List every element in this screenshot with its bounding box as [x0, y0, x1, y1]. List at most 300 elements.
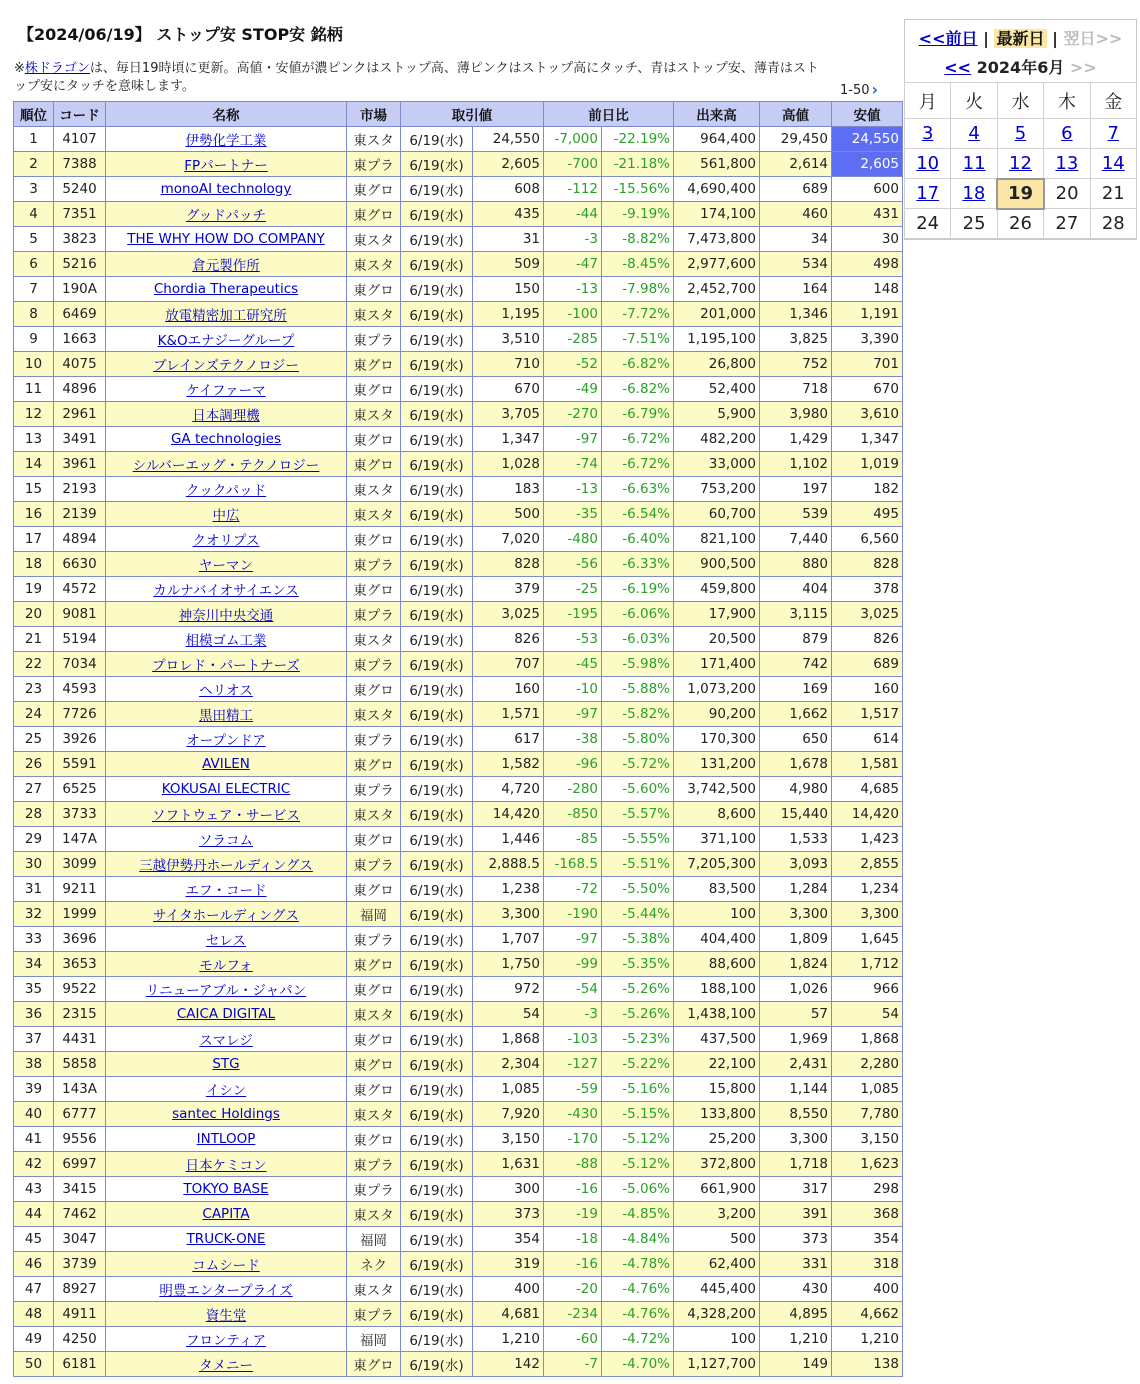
cell-price: 4,720: [473, 777, 544, 802]
stock-name-link[interactable]: 伊勢化学工業: [185, 133, 267, 149]
cell-date: 6/19(水): [401, 1177, 473, 1202]
cell-name: [106, 952, 347, 977]
cell-rank: 32: [14, 902, 54, 927]
cell-name: [106, 1152, 347, 1177]
cell-date: 6/19(水): [401, 427, 473, 452]
stock-name-link[interactable]: 放電精密加工研究所: [165, 308, 287, 324]
cell-code: 4075: [54, 352, 106, 377]
cell-rank: 43: [14, 1177, 54, 1202]
cell-market: 東グロ: [347, 352, 401, 377]
cell-name: [106, 752, 347, 777]
page-title: 【2024/06/19】 ストップ安 STOP安 銘柄: [18, 25, 343, 44]
cell-low: 318: [832, 1252, 903, 1277]
table-row: [14, 1277, 903, 1302]
cell-date: 6/19(水): [401, 602, 473, 627]
cell-date: 6/19(水): [401, 1052, 473, 1077]
prev-day-link[interactable]: <<前日: [918, 29, 978, 48]
stock-name-link[interactable]: タメニー: [199, 1358, 253, 1374]
cell-code: 9081: [54, 602, 106, 627]
stock-name-link[interactable]: サイタホールディングス: [153, 908, 299, 924]
cell-low: 1,191: [832, 302, 903, 327]
cell-high: 149: [760, 1352, 832, 1377]
cell-high: 1,429: [760, 427, 832, 452]
table-row: [14, 1027, 903, 1052]
cell-rank: 8: [14, 302, 54, 327]
cell-name: [106, 902, 347, 927]
cell-low: 689: [832, 652, 903, 677]
stock-name-link[interactable]: 中広: [212, 508, 240, 524]
cell-change-pct: -6.82%: [602, 377, 674, 402]
stock-name-link[interactable]: 日本調理機: [192, 408, 260, 424]
cell-price: 2,304: [473, 1052, 544, 1077]
cell-high: 57: [760, 1002, 832, 1027]
cell-change-pct: -5.06%: [602, 1177, 674, 1202]
stock-name-link[interactable]: Chordia Therapeutics: [153, 281, 299, 297]
stock-name-link[interactable]: オープンドア: [186, 733, 266, 749]
cell-rank: 38: [14, 1052, 54, 1077]
stock-name-link[interactable]: イシン: [205, 1083, 247, 1099]
stock-name-link[interactable]: santec Holdings: [172, 1106, 280, 1122]
cell-change-pct: -5.22%: [602, 1052, 674, 1077]
calendar-day-link[interactable]: 5: [1014, 123, 1027, 144]
cell-market: 福岡: [347, 902, 401, 927]
prev-month-link[interactable]: <<: [944, 58, 972, 77]
cell-high: 3,300: [760, 902, 832, 927]
stock-name-link[interactable]: 黒田精工: [199, 708, 253, 724]
table-row: [14, 877, 903, 902]
table-row: [14, 1252, 903, 1277]
cell-name: [106, 877, 347, 902]
table-row: [14, 1327, 903, 1352]
table-row: [14, 1177, 903, 1202]
cell-change-pct: -6.79%: [602, 402, 674, 427]
kabu-dragon-link[interactable]: 株ドラゴン: [24, 61, 90, 76]
stock-name-link[interactable]: カルナバイオサイエンス: [153, 583, 299, 599]
stock-name-link[interactable]: FPパートナー: [184, 158, 268, 174]
cell-volume: 26,800: [674, 352, 760, 377]
cell-name: [106, 152, 347, 177]
table-row: [14, 352, 903, 377]
cell-volume: 900,500: [674, 552, 760, 577]
cell-change: -99: [544, 952, 602, 977]
cell-name: [106, 702, 347, 727]
cell-code: 4107: [54, 127, 106, 152]
cell-code: 2139: [54, 502, 106, 527]
table-header-row: [14, 102, 903, 127]
table-row: [14, 1152, 903, 1177]
cell-low: 670: [832, 377, 903, 402]
cell-change: -47: [544, 252, 602, 277]
cell-name: [106, 1227, 347, 1252]
cell-market: 東スタ: [347, 477, 401, 502]
cell-rank: 6: [14, 252, 54, 277]
cell-market: 東スタ: [347, 802, 401, 827]
cell-name: [106, 377, 347, 402]
cell-change-pct: -5.15%: [602, 1102, 674, 1127]
cell-code: 5858: [54, 1052, 106, 1077]
col-volume-header: 出来高: [674, 102, 760, 127]
cell-name: [106, 452, 347, 477]
cell-change-pct: -6.54%: [602, 502, 674, 527]
stock-name-link[interactable]: シルバーエッグ・テクノロジー: [132, 458, 320, 474]
cell-price: 500: [473, 502, 544, 527]
cell-rank: 27: [14, 777, 54, 802]
stock-name-link[interactable]: KOKUSAI ELECTRIC: [161, 781, 291, 797]
cell-date: 6/19(水): [401, 1027, 473, 1052]
cell-price: 142: [473, 1352, 544, 1377]
cell-high: 1,718: [760, 1152, 832, 1177]
cell-high: 880: [760, 552, 832, 577]
cell-date: 6/19(水): [401, 852, 473, 877]
cell-high: 15,440: [760, 802, 832, 827]
stock-name-link[interactable]: モルフォ: [199, 958, 253, 974]
calendar-day-cell: [997, 119, 1043, 149]
cell-rank: 11: [14, 377, 54, 402]
cell-rank: 47: [14, 1277, 54, 1302]
stock-name-link[interactable]: 倉元製作所: [192, 258, 260, 274]
cell-low: 7,780: [832, 1102, 903, 1127]
stock-name-link[interactable]: セレス: [205, 933, 247, 949]
calendar-day-link[interactable]: 4: [968, 123, 980, 144]
cell-change-pct: -4.84%: [602, 1227, 674, 1252]
stock-name-link[interactable]: クックパッド: [185, 483, 267, 499]
cell-date: 6/19(水): [401, 277, 473, 302]
cell-low: 1,623: [832, 1152, 903, 1177]
stock-name-link[interactable]: STG: [212, 1056, 240, 1072]
cell-date: 6/19(水): [401, 127, 473, 152]
cell-code: 3415: [54, 1177, 106, 1202]
cell-rank: 20: [14, 602, 54, 627]
calendar-day-cell: 20: [1044, 179, 1090, 209]
cell-change: -85: [544, 827, 602, 852]
cell-price: 1,238: [473, 877, 544, 902]
stock-name-link[interactable]: INTLOOP: [196, 1131, 256, 1147]
calendar-day-link[interactable]: 12: [1009, 152, 1032, 174]
table-row: [14, 527, 903, 552]
stock-name-link[interactable]: コムシード: [192, 1258, 260, 1274]
table-row: [14, 652, 903, 677]
cell-high: 2,614: [760, 152, 832, 177]
table-row: [14, 377, 903, 402]
cell-name: [106, 227, 347, 252]
stock-name-link[interactable]: ソラコム: [199, 833, 253, 849]
cell-low: 2,605: [832, 152, 903, 177]
stock-name-link[interactable]: AVILEN: [202, 756, 250, 772]
cell-price: 1,571: [473, 702, 544, 727]
cell-rank: 9: [14, 327, 54, 352]
stock-name-link[interactable]: CAICA DIGITAL: [176, 1006, 276, 1022]
cell-volume: 100: [674, 1327, 760, 1352]
calendar-day-link[interactable]: 6: [1061, 123, 1073, 144]
cell-price: 1,210: [473, 1327, 544, 1352]
table-row: [14, 1352, 903, 1377]
table-row: [14, 1052, 903, 1077]
cell-low: 701: [832, 352, 903, 377]
stock-name-link[interactable]: 三越伊勢丹ホールディングス: [139, 858, 313, 874]
cell-rank: 39: [14, 1077, 54, 1102]
month-navigation: [905, 52, 1136, 82]
calendar-day-cell: 26: [997, 209, 1043, 239]
calendar-day-link[interactable]: 7: [1107, 123, 1119, 144]
cell-code: 4250: [54, 1327, 106, 1352]
cell-volume: 15,800: [674, 1077, 760, 1102]
cell-change: -270: [544, 402, 602, 427]
cell-volume: 1,127,700: [674, 1352, 760, 1377]
stock-name-link[interactable]: ブレインズテクノロジー: [153, 358, 299, 374]
calendar-day-cell: 25: [951, 209, 997, 239]
cell-volume: 7,205,300: [674, 852, 760, 877]
stock-name-link[interactable]: 日本ケミコン: [185, 1158, 267, 1174]
stock-name-link[interactable]: 資生堂: [205, 1308, 247, 1324]
day-navigation: [905, 20, 1136, 52]
cell-code: 5194: [54, 627, 106, 652]
month-label: 2024年6月: [976, 58, 1065, 77]
cell-price: 3,150: [473, 1127, 544, 1152]
calendar-day-link[interactable]: 11: [962, 153, 986, 174]
cell-low: 182: [832, 477, 903, 502]
cell-high: 29,450: [760, 127, 832, 152]
nav-separator: |: [1052, 29, 1058, 48]
cell-name: [106, 827, 347, 852]
table-row: [14, 327, 903, 352]
cell-code: 3926: [54, 727, 106, 752]
table-row: [14, 1002, 903, 1027]
calendar-week-row: [905, 179, 1137, 209]
cell-name: [106, 677, 347, 702]
cell-name: [106, 927, 347, 952]
cell-date: 6/19(水): [401, 1252, 473, 1277]
cell-code: 5591: [54, 752, 106, 777]
cell-rank: 21: [14, 627, 54, 652]
calendar-week-row: [905, 209, 1137, 239]
cell-high: 1,346: [760, 302, 832, 327]
cell-high: 391: [760, 1202, 832, 1227]
cell-low: 30: [832, 227, 903, 252]
cell-volume: 1,438,100: [674, 1002, 760, 1027]
cell-code: 3733: [54, 802, 106, 827]
calendar-day-cell: [905, 119, 951, 149]
cell-volume: 133,800: [674, 1102, 760, 1127]
calendar-day-link[interactable]: 17: [916, 183, 940, 204]
cell-market: 東プラ: [347, 152, 401, 177]
cell-price: 617: [473, 727, 544, 752]
cell-volume: 22,100: [674, 1052, 760, 1077]
cell-change: -45: [544, 652, 602, 677]
cell-change-pct: -22.19%: [602, 127, 674, 152]
cell-low: 1,210: [832, 1327, 903, 1352]
cell-date: 6/19(水): [401, 827, 473, 852]
cell-rank: 31: [14, 877, 54, 902]
calendar-day-link[interactable]: 18: [962, 183, 986, 204]
cell-change-pct: -5.88%: [602, 677, 674, 702]
cell-volume: 60,700: [674, 502, 760, 527]
cell-rank: 3: [14, 177, 54, 202]
cell-rank: 13: [14, 427, 54, 452]
cell-change: -16: [544, 1177, 602, 1202]
stock-name-link[interactable]: グッドパッチ: [185, 208, 267, 224]
cell-rank: 7: [14, 277, 54, 302]
cell-price: 670: [473, 377, 544, 402]
cell-high: 197: [760, 477, 832, 502]
cell-change-pct: -6.19%: [602, 577, 674, 602]
stock-name-link[interactable]: K&Oエナジーグループ: [157, 333, 295, 349]
cell-code: 3047: [54, 1227, 106, 1252]
cell-market: 東スタ: [347, 227, 401, 252]
stock-name-link[interactable]: TOKYO BASE: [183, 1181, 269, 1197]
cell-rank: 46: [14, 1252, 54, 1277]
calendar-day-cell: [1044, 149, 1090, 179]
cell-code: 9211: [54, 877, 106, 902]
cell-high: 1,662: [760, 702, 832, 727]
cell-change: -13: [544, 477, 602, 502]
cell-market: 東グロ: [347, 952, 401, 977]
cell-low: 1,085: [832, 1077, 903, 1102]
latest-day-label: 最新日: [996, 29, 1045, 48]
cell-volume: 3,200: [674, 1202, 760, 1227]
cell-name: [106, 1052, 347, 1077]
cell-change: -127: [544, 1052, 602, 1077]
cell-change-pct: -5.57%: [602, 802, 674, 827]
cell-rank: 14: [14, 452, 54, 477]
cell-market: 東グロ: [347, 1352, 401, 1377]
cell-rank: 2: [14, 152, 54, 177]
stock-name-link[interactable]: GA technologies: [170, 431, 282, 447]
cell-price: 3,025: [473, 602, 544, 627]
stock-name-link[interactable]: 明豊エンタープライズ: [159, 1283, 293, 1299]
weekday-label: 木: [1044, 83, 1090, 119]
table-row: [14, 777, 903, 802]
cell-name: [106, 727, 347, 752]
calendar-day-link[interactable]: 13: [1055, 153, 1079, 174]
calendar-day-link[interactable]: 14: [1101, 153, 1125, 174]
stock-name-link[interactable]: 神奈川中央交通: [178, 608, 274, 624]
stock-name-link[interactable]: monoAI technology: [160, 181, 292, 197]
table-row: [14, 1302, 903, 1327]
cell-market: 東スタ: [347, 402, 401, 427]
cell-volume: 371,100: [674, 827, 760, 852]
cell-volume: 1,195,100: [674, 327, 760, 352]
cell-change: -168.5: [544, 852, 602, 877]
cell-change: -3: [544, 1002, 602, 1027]
cell-date: 6/19(水): [401, 1352, 473, 1377]
nav-separator: |: [983, 29, 989, 48]
cell-change-pct: -4.76%: [602, 1277, 674, 1302]
cell-market: 東グロ: [347, 1127, 401, 1152]
cell-name: [106, 1127, 347, 1152]
cell-price: 14,420: [473, 802, 544, 827]
cell-volume: 83,500: [674, 877, 760, 902]
next-page-icon[interactable]: ›: [871, 80, 879, 99]
cell-rank: 34: [14, 952, 54, 977]
cell-high: 879: [760, 627, 832, 652]
cell-change-pct: -8.82%: [602, 227, 674, 252]
stock-name-link[interactable]: プロレド・パートナーズ: [152, 658, 300, 674]
cell-name: [106, 277, 347, 302]
cell-change-pct: -9.19%: [602, 202, 674, 227]
stock-name-link[interactable]: クオリプス: [192, 533, 260, 549]
cell-code: 6997: [54, 1152, 106, 1177]
cell-code: 6469: [54, 302, 106, 327]
stock-name-link[interactable]: ケイファーマ: [186, 383, 266, 399]
cell-change: -49: [544, 377, 602, 402]
stock-name-link[interactable]: 相模ゴム工業: [185, 633, 267, 649]
table-row: [14, 952, 903, 977]
cell-price: 826: [473, 627, 544, 652]
cell-change-pct: -6.63%: [602, 477, 674, 502]
cell-change: -25: [544, 577, 602, 602]
stock-name-link[interactable]: ソフトウェア・サービス: [152, 808, 300, 824]
stock-name-link[interactable]: フロンティア: [186, 1333, 266, 1349]
cell-volume: 3,742,500: [674, 777, 760, 802]
calendar-day-link[interactable]: 10: [916, 153, 940, 174]
stock-name-link[interactable]: スマレジ: [199, 1033, 253, 1049]
cell-market: 東スタ: [347, 302, 401, 327]
cell-change: -190: [544, 902, 602, 927]
cell-rank: 33: [14, 927, 54, 952]
stock-name-link[interactable]: エフ・コード: [185, 883, 267, 899]
cell-market: 東グロ: [347, 377, 401, 402]
cell-high: 1,210: [760, 1327, 832, 1352]
cell-change: -20: [544, 1277, 602, 1302]
cell-low: 354: [832, 1227, 903, 1252]
cell-price: 972: [473, 977, 544, 1002]
cell-price: 3,300: [473, 902, 544, 927]
stock-name-link[interactable]: THE WHY HOW DO COMPANY: [127, 231, 325, 247]
cell-price: 3,705: [473, 402, 544, 427]
stop-low-table: [13, 101, 903, 1377]
cell-low: 368: [832, 1202, 903, 1227]
col-low-header: 安値: [832, 102, 903, 127]
cell-change-pct: -6.72%: [602, 427, 674, 452]
cell-change-pct: -5.44%: [602, 902, 674, 927]
cell-change: -10: [544, 677, 602, 702]
cell-code: 5240: [54, 177, 106, 202]
stock-name-link[interactable]: TRUCK-ONE: [186, 1231, 266, 1247]
cell-rank: 1: [14, 127, 54, 152]
cell-price: 1,347: [473, 427, 544, 452]
calendar-day-link[interactable]: 3: [921, 123, 934, 144]
cell-date: 6/19(水): [401, 352, 473, 377]
cell-change: -234: [544, 1302, 602, 1327]
cell-high: 752: [760, 352, 832, 377]
cell-date: 6/19(水): [401, 152, 473, 177]
cell-change: -56: [544, 552, 602, 577]
cell-code: 2961: [54, 402, 106, 427]
cell-volume: 821,100: [674, 527, 760, 552]
cell-price: 1,085: [473, 1077, 544, 1102]
cell-change: -18: [544, 1227, 602, 1252]
cell-date: 6/19(水): [401, 377, 473, 402]
cell-name: [106, 1102, 347, 1127]
cell-market: 福岡: [347, 1227, 401, 1252]
cell-name: [106, 1177, 347, 1202]
cell-rank: 10: [14, 352, 54, 377]
stock-name-link[interactable]: リニューアブル・ジャパン: [145, 983, 307, 999]
calendar-day-cell: 24: [905, 209, 951, 239]
table-row: [14, 577, 903, 602]
stock-name-link[interactable]: ヘリオス: [199, 683, 253, 699]
cell-change-pct: -5.12%: [602, 1127, 674, 1152]
cell-high: 1,144: [760, 1077, 832, 1102]
cell-name: [106, 427, 347, 452]
cell-name: [106, 502, 347, 527]
cell-code: 6777: [54, 1102, 106, 1127]
table-row: [14, 127, 903, 152]
stock-name-link[interactable]: ヤーマン: [199, 558, 253, 574]
stock-name-link[interactable]: CAPITA: [202, 1206, 250, 1222]
cell-volume: 171,400: [674, 652, 760, 677]
cell-code: 3696: [54, 927, 106, 952]
